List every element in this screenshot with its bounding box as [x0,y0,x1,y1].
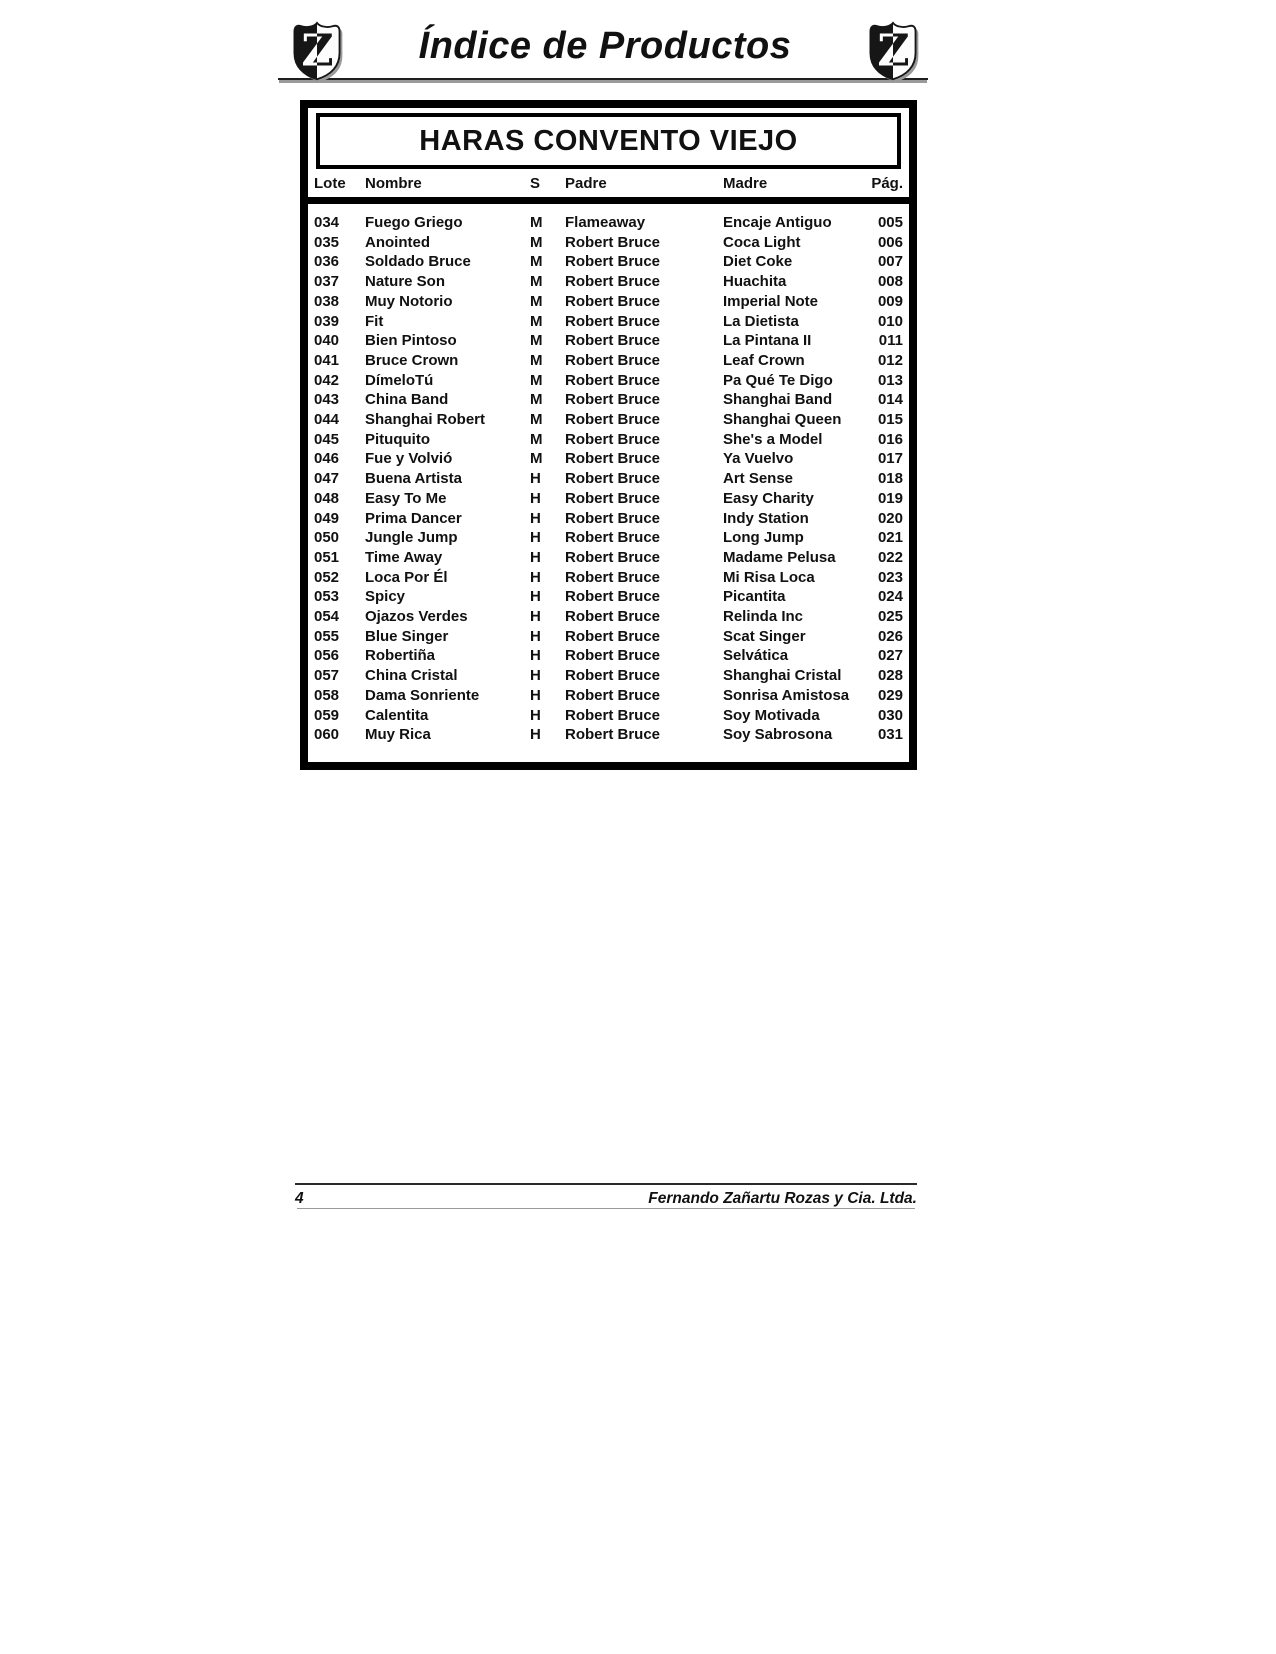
cell-padre: Robert Bruce [565,430,661,448]
cell-nombre: Robertiña [365,647,436,665]
cell-pag: 026 [877,627,903,645]
cell-madre: Mi Risa Loca [723,568,815,586]
cell-lote: 038 [314,292,340,310]
cell-lote: 034 [314,214,340,231]
cell-madre: Shanghai Cristal [723,667,842,685]
cell-pag: 030 [877,706,903,724]
haras-crest-logo-right [864,21,922,83]
cell-sexo: H [530,588,541,606]
cell-nombre: DímeloTú [365,371,434,389]
cell-pag: 014 [877,391,903,409]
cell-sexo: H [530,686,541,704]
cell-pag: 018 [877,470,903,488]
cell-pag: 015 [877,411,903,429]
cell-lote: 040 [314,332,340,350]
cell-lote: 057 [314,667,340,685]
cell-sexo: H [530,726,541,744]
cell-lote: 058 [314,686,340,704]
cell-lote: 051 [314,548,340,566]
cell-lote: 050 [314,529,340,547]
cell-nombre: Shanghai Robert [365,411,486,429]
cell-sexo: M [530,233,543,251]
cell-padre: Robert Bruce [565,548,661,566]
cell-lote: 048 [314,489,340,507]
table-row [308,587,909,607]
cell-madre: Coca Light [723,233,801,251]
cell-pag: 022 [877,548,903,566]
table-row [308,252,909,272]
table-row [308,292,909,312]
table-row [308,725,909,745]
page-title: Índice de Productos [418,25,792,67]
cell-pag: 005 [877,214,903,231]
table-row [308,686,909,706]
cell-padre: Robert Bruce [565,529,661,547]
cell-lote: 042 [314,371,340,389]
z-shield-icon [288,21,346,83]
cell-padre: Robert Bruce [565,726,661,744]
cell-padre: Robert Bruce [565,667,661,685]
cell-padre: Robert Bruce [565,371,661,389]
page-header [278,18,928,80]
column-header-lote: Lote [314,175,346,192]
cell-nombre: Muy Rica [365,726,431,744]
cell-nombre: China Cristal [365,667,458,685]
cell-madre: Relinda Inc [723,608,804,626]
cell-sexo: M [530,430,543,448]
cell-sexo: H [530,568,541,586]
cell-pag: 027 [877,647,903,665]
cell-pag: 006 [877,233,903,251]
cell-sexo: H [530,548,541,566]
cell-lote: 044 [314,411,340,429]
cell-madre: Scat Singer [723,627,806,645]
cell-pag: 007 [877,253,903,271]
table-row [308,666,909,686]
cell-madre: La Dietista [723,312,799,330]
table-row [308,449,909,469]
catalog-table [300,100,917,770]
cell-padre: Robert Bruce [565,608,661,626]
cell-madre: Imperial Note [723,292,819,310]
cell-madre: Huachita [723,273,787,291]
cell-sexo: H [530,608,541,626]
table-row [308,548,909,568]
cell-sexo: M [530,292,543,310]
cell-nombre: Loca Por Él [365,568,448,586]
cell-nombre: Fit [365,312,384,330]
table-row [308,509,909,529]
cell-nombre: Blue Singer [365,627,449,645]
table-row [308,646,909,666]
cell-madre: Sonrisa Amistosa [723,686,850,704]
cell-nombre: Time Away [365,548,443,566]
cell-lote: 053 [314,588,340,606]
cell-madre: She's a Model [723,430,823,448]
haras-crest-logo-left [288,21,346,83]
cell-nombre: Calentita [365,706,429,724]
cell-sexo: M [530,312,543,330]
cell-padre: Robert Bruce [565,647,661,665]
cell-sexo: H [530,667,541,685]
cell-lote: 056 [314,647,340,665]
cell-lote: 043 [314,391,340,409]
cell-pag: 010 [877,312,903,330]
cell-madre: Picantita [723,588,786,606]
cell-nombre: Easy To Me [365,489,447,507]
cell-madre: Ya Vuelvo [723,450,794,468]
column-header-sexo: S [530,175,541,192]
cell-padre: Robert Bruce [565,588,661,606]
table-title: HARAS CONVENTO VIEJO [419,125,798,157]
table-row [308,331,909,351]
cell-pag: 017 [877,450,903,468]
cell-sexo: M [530,332,543,350]
cell-padre: Robert Bruce [565,686,661,704]
cell-sexo: M [530,391,543,409]
cell-madre: Soy Sabrosona [723,726,833,744]
table-row [308,469,909,489]
cell-madre: Art Sense [723,470,794,488]
table-row [308,706,909,726]
cell-madre: Selvática [723,647,789,665]
cell-lote: 039 [314,312,340,330]
cell-pag: 011 [878,332,903,350]
cell-lote: 041 [314,351,340,369]
cell-madre: Long Jump [723,529,804,547]
cell-pag: 019 [877,489,903,507]
cell-padre: Robert Bruce [565,292,661,310]
table-row [308,568,909,588]
table-column-headers [308,175,909,204]
cell-sexo: H [530,489,541,507]
column-header-nombre: Nombre [365,175,422,192]
cell-sexo: H [530,509,541,527]
cell-nombre: Anointed [365,233,430,251]
cell-lote: 046 [314,450,340,468]
table-row [308,528,909,548]
cell-padre: Robert Bruce [565,489,661,507]
cell-pag: 020 [877,509,903,527]
cell-padre: Robert Bruce [565,627,661,645]
cell-lote: 045 [314,430,340,448]
cell-pag: 031 [877,726,903,744]
cell-pag: 009 [877,292,903,310]
cell-madre: Easy Charity [723,489,814,507]
cell-sexo: H [530,470,541,488]
cell-nombre: Soldado Bruce [365,253,471,271]
cell-pag: 023 [877,568,903,586]
cell-sexo: H [530,647,541,665]
cell-madre: Leaf Crown [723,351,805,369]
cell-nombre: Muy Notorio [365,292,453,310]
cell-madre: Soy Motivada [723,706,820,724]
cell-madre: Pa Qué Te Digo [723,371,833,389]
cell-sexo: M [530,351,543,369]
table-row [308,607,909,627]
cell-pag: 028 [877,667,903,685]
table-row [308,489,909,509]
table-row [308,371,909,391]
table-row [308,213,909,233]
cell-sexo: M [530,371,543,389]
cell-nombre: China Band [365,391,449,409]
cell-padre: Robert Bruce [565,253,661,271]
cell-pag: 029 [877,686,903,704]
table-row [308,390,909,410]
cell-nombre: Jungle Jump [365,529,458,547]
cell-madre: Encaje Antiguo [723,214,832,231]
cell-lote: 054 [314,608,340,626]
table-title-banner [316,113,901,169]
cell-pag: 021 [877,529,903,547]
cell-sexo: H [530,706,541,724]
cell-lote: 035 [314,233,340,251]
cell-nombre: Pituquito [365,430,430,448]
cell-padre: Robert Bruce [565,706,661,724]
cell-lote: 037 [314,273,340,291]
cell-nombre: Ojazos Verdes [365,608,468,626]
cell-padre: Robert Bruce [565,450,661,468]
page-number: 4 [295,1190,304,1207]
cell-sexo: M [530,450,543,468]
cell-lote: 060 [314,726,340,744]
cell-madre: La Pintana II [723,332,812,350]
table-row [308,272,909,292]
cell-madre: Madame Pelusa [723,548,836,566]
cell-lote: 049 [314,509,340,527]
cell-sexo: M [530,411,543,429]
cell-padre: Robert Bruce [565,332,661,350]
column-header-padre: Padre [565,175,607,192]
page-footer [295,1183,917,1208]
cell-padre: Robert Bruce [565,391,661,409]
table-row [308,233,909,253]
table-row [308,351,909,371]
column-header-pag: Pág. [871,175,903,192]
cell-nombre: Dama Sonriente [365,686,480,704]
cell-pag: 008 [877,273,903,291]
cell-padre: Robert Bruce [565,509,661,527]
cell-madre: Shanghai Queen [723,411,842,429]
cell-padre: Robert Bruce [565,312,661,330]
cell-nombre: Bruce Crown [365,351,459,369]
cell-nombre: Spicy [365,588,406,606]
cell-padre: Robert Bruce [565,470,661,488]
cell-sexo: H [530,627,541,645]
cell-lote: 036 [314,253,340,271]
cell-pag: 013 [877,371,903,389]
cell-pag: 024 [877,588,903,606]
cell-sexo: M [530,214,543,231]
cell-pag: 012 [877,351,903,369]
company-name: Fernando Zañartu Rozas y Cia. Ltda. [648,1190,917,1207]
cell-padre: Flameaway [565,214,646,231]
table-row [308,627,909,647]
cell-padre: Robert Bruce [565,568,661,586]
cell-lote: 052 [314,568,340,586]
cell-madre: Diet Coke [723,253,793,271]
cell-lote: 059 [314,706,340,724]
cell-nombre: Buena Artista [365,470,462,488]
cell-madre: Indy Station [723,509,809,527]
cell-sexo: H [530,529,541,547]
table-row [308,410,909,430]
cell-nombre: Bien Pintoso [365,332,457,350]
cell-nombre: Prima Dancer [365,509,462,527]
cell-padre: Robert Bruce [565,411,661,429]
cell-sexo: M [530,253,543,271]
cell-lote: 047 [314,470,340,488]
cell-padre: Robert Bruce [565,351,661,369]
cell-padre: Robert Bruce [565,273,661,291]
cell-sexo: M [530,273,543,291]
cell-nombre: Fuego Griego [365,214,463,231]
table-rows [308,204,909,745]
cell-nombre: Nature Son [365,273,446,291]
cell-nombre: Fue y Volvió [365,450,453,468]
column-header-madre: Madre [723,175,768,192]
cell-madre: Shanghai Band [723,391,833,409]
cell-padre: Robert Bruce [565,233,661,251]
cell-lote: 055 [314,627,340,645]
z-shield-icon [864,21,922,83]
cell-pag: 025 [877,608,903,626]
cell-pag: 016 [877,430,903,448]
table-row [308,312,909,332]
table-row [308,430,909,450]
